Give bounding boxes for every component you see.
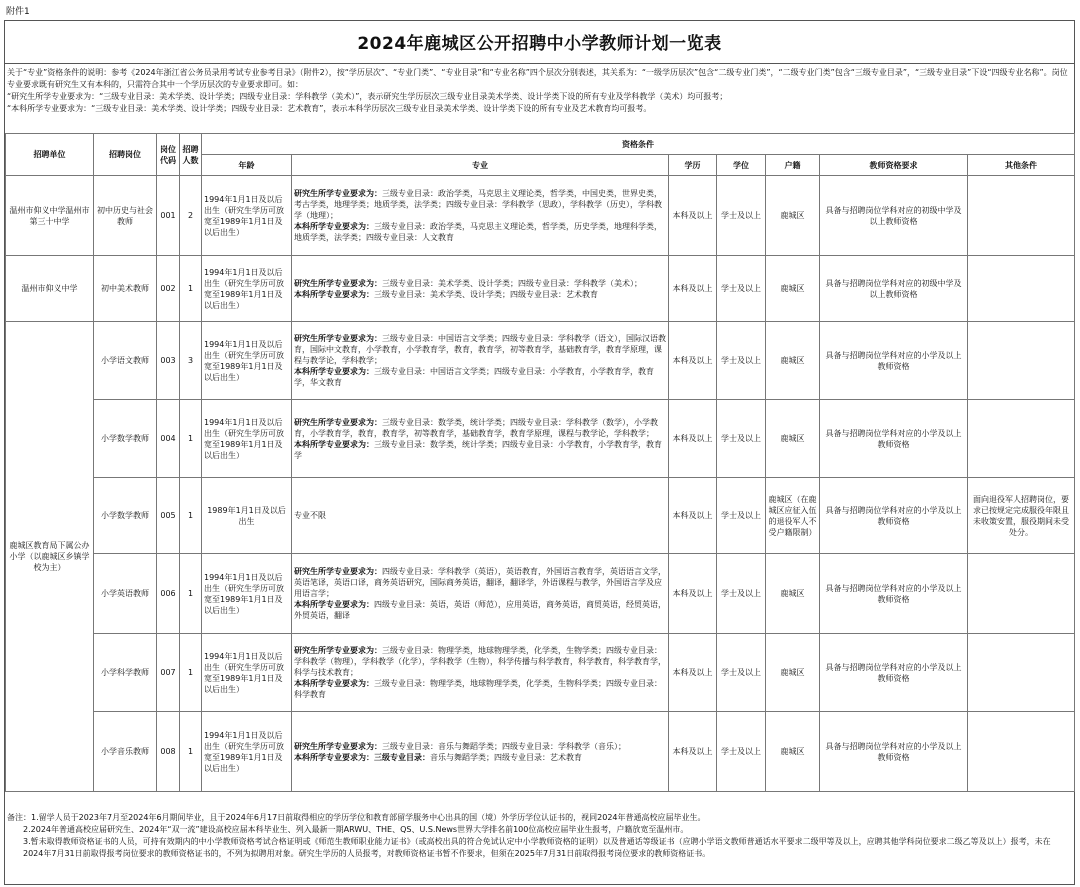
grad-label: 研究生所学专业要求为： bbox=[294, 334, 382, 343]
grad-major: 三级专业目录：中国语言文学类；四级专业目录：学科教学（语文），国际汉语教育，国际中文教育，小学教育，小学教育学，教育，教育学，初等教育学，基础教育学，教育学原理，课程与教学论，学科教学； bbox=[294, 334, 666, 365]
cell-hukou: 鹿城区 bbox=[766, 634, 820, 712]
under-label: 本科所学专业要求为： bbox=[294, 367, 374, 376]
under-major: 三级专业目录：数学类，统计学类；四级专业目录：小学教育，小学教育学，教育学 bbox=[294, 439, 662, 460]
cell-post: 初中美术教师 bbox=[94, 256, 157, 322]
page-title: 2024年鹿城区公开招聘中小学教师计划一览表 bbox=[357, 34, 722, 54]
document-frame bbox=[4, 20, 1075, 885]
footnote: 备注：1.留学人员于2023年7月至2024年6月期间毕业，且于2024年6月17日前取得相应的学历学位和教育部留学服务中心出具的国（境）外学历学位认证书的，视同2024年普通高校应届毕业生。 bbox=[7, 813, 706, 822]
cell-teacher-cert: 具备与招聘岗位学科对应的小学及以上教师资格 bbox=[820, 712, 968, 792]
cell-degree: 学士及以上 bbox=[717, 478, 766, 554]
cell-age: 1989年1月1日及以后出生 bbox=[202, 478, 292, 554]
cell-degree: 学士及以上 bbox=[717, 712, 766, 792]
header-age: 年龄 bbox=[202, 155, 292, 176]
cell-hukou: 鹿城区 bbox=[766, 554, 820, 634]
cell-education: 本科及以上 bbox=[669, 554, 717, 634]
cell-teacher-cert: 具备与招聘岗位学科对应的小学及以上教师资格 bbox=[820, 322, 968, 400]
table-row bbox=[6, 554, 1075, 634]
grad-label: 研究生所学专业要求为： bbox=[294, 278, 382, 288]
cell-code: 004 bbox=[157, 400, 180, 478]
under-label: 本科所学专业要求为： bbox=[294, 289, 374, 299]
header-code: 岗位代码 bbox=[157, 134, 180, 176]
cell-code: 008 bbox=[157, 712, 180, 792]
under-label-extra: 三级专业目录： bbox=[374, 752, 430, 762]
cell-count: 1 bbox=[180, 400, 202, 478]
cell-teacher-cert: 具备与招聘岗位学科对应的小学及以上教师资格 bbox=[820, 400, 968, 478]
cell-code: 007 bbox=[157, 634, 180, 712]
under-major: 音乐与舞蹈学类；四级专业目录：艺术教育 bbox=[430, 752, 582, 762]
cell-major bbox=[292, 400, 669, 478]
cell-degree: 学士及以上 bbox=[717, 400, 766, 478]
grad-label: 研究生所学专业要求为： bbox=[294, 567, 382, 576]
cell-degree: 学士及以上 bbox=[717, 554, 766, 634]
grad-label: 研究生所学专业要求为： bbox=[294, 189, 382, 198]
cell-major bbox=[292, 176, 669, 256]
cell-hukou: 鹿城区 bbox=[766, 176, 820, 256]
cell-other bbox=[968, 322, 1075, 400]
header-teacher-cert: 教师资格要求 bbox=[820, 155, 968, 176]
grad-label: 研究生所学专业要求为： bbox=[294, 741, 382, 751]
cell-other bbox=[968, 400, 1075, 478]
cell-age: 1994年1月1日及以后出生（研究生学历可放宽至1989年1月1日及以后出生） bbox=[202, 712, 292, 792]
cell-code: 006 bbox=[157, 554, 180, 634]
under-label: 本科所学专业要求为： bbox=[294, 439, 374, 449]
grad-major: 三级专业目录：物理学类，地球物理学类，化学类，生物学类；四级专业目录：学科教学（物理），学科教学（化学），学科教学（生物），科学传播与科学教育，科学教育，科学教育学，科学与技术教育； bbox=[294, 646, 666, 677]
cell-post: 小学英语教师 bbox=[94, 554, 157, 634]
cell-other bbox=[968, 634, 1075, 712]
cell-age: 1994年1月1日及以后出生（研究生学历可放宽至1989年1月1日及以后出生） bbox=[202, 554, 292, 634]
cell-education: 本科及以上 bbox=[669, 634, 717, 712]
cell-unit: 温州市仰义中学 bbox=[6, 256, 94, 322]
under-major: 三级专业目录：中国语言文学类；四级专业目录：小学教育，小学教育学，教育学，华文教育 bbox=[294, 367, 654, 387]
cell-post: 小学数学教师 bbox=[94, 478, 157, 554]
header-qualifications: 资格条件 bbox=[202, 134, 1075, 155]
grad-label: 研究生所学专业要求为： bbox=[294, 417, 382, 427]
cell-other bbox=[968, 176, 1075, 256]
grad-major: 三级专业目录：美术学类、设计学类；四级专业目录：学科教学（美术）； bbox=[382, 278, 642, 288]
table-row bbox=[6, 176, 1075, 256]
attachment-label: 附件1 bbox=[6, 7, 30, 17]
grad-major: 三级专业目录：数学类，统计学类；四级专业目录：学科教学（数学），小学教育，小学教育学，教育，教育学，初等教育学，基础教育学，教育学原理，课程与教学论，学科教学； bbox=[294, 417, 658, 438]
header-education: 学历 bbox=[669, 155, 717, 176]
under-major: 三级专业目录：美术学类、设计学类；四级专业目录：艺术教育 bbox=[374, 289, 598, 299]
cell-hukou: 鹿城区 bbox=[766, 400, 820, 478]
under-label: 本科所学专业要求为： bbox=[294, 222, 374, 231]
cell-education: 本科及以上 bbox=[669, 322, 717, 400]
header-major: 专业 bbox=[292, 155, 669, 176]
cell-age: 1994年1月1日及以后出生（研究生学历可放宽至1989年1月1日及以后出生） bbox=[202, 634, 292, 712]
under-major: 四级专业目录：英语，英语（师范），应用英语，商务英语，商贸英语，经贸英语，外贸英语，翻译 bbox=[294, 600, 666, 620]
header-other: 其他条件 bbox=[968, 155, 1075, 176]
cell-degree: 学士及以上 bbox=[717, 176, 766, 256]
cell-teacher-cert: 具备与招聘岗位学科对应的初级中学及以上教师资格 bbox=[820, 176, 968, 256]
under-label: 本科所学专业要求为： bbox=[294, 600, 374, 609]
cell-education: 本科及以上 bbox=[669, 256, 717, 322]
intro-line: “研究生所学专业要求为：“三级专业目录：美术学类、设计学类；四级专业目录：学科教学（美术）”，表示研究生学历层次三级专业目录美术学类、设计学类下设的所有专业及学科教学（美术）均可报考； bbox=[7, 92, 728, 101]
grad-major: 四级专业目录：学科教学（英语），英语教育，外国语言教育学，英语语言文学，英语笔译，英语口译，商务英语研究，国际商务英语，翻译，翻译学，外语课程与教学，外国语言学及应用语言学； bbox=[294, 567, 666, 598]
cell-unit-group: 鹿城区教育局下属公办小学（以鹿城区乡镇学校为主） bbox=[6, 322, 94, 792]
cell-education: 本科及以上 bbox=[669, 400, 717, 478]
under-major: 三级专业目录：政治学类，马克思主义理论类，哲学类，历史学类，地理科学类，地质学类，法学类；四级专业目录：人文教育 bbox=[294, 222, 662, 242]
cell-code: 002 bbox=[157, 256, 180, 322]
cell-major bbox=[292, 256, 669, 322]
cell-count: 1 bbox=[180, 554, 202, 634]
cell-count: 1 bbox=[180, 256, 202, 322]
grad-major: 三级专业目录：音乐与舞蹈学类；四级专业目录：学科教学（音乐）； bbox=[382, 741, 626, 751]
cell-teacher-cert: 具备与招聘岗位学科对应的小学及以上教师资格 bbox=[820, 634, 968, 712]
header-unit: 招聘单位 bbox=[6, 134, 94, 176]
header-degree: 学位 bbox=[717, 155, 766, 176]
cell-post: 小学科学教师 bbox=[94, 634, 157, 712]
header-post: 招聘岗位 bbox=[94, 134, 157, 176]
cell-unit: 温州市仰义中学温州市第三十中学 bbox=[6, 176, 94, 256]
under-label: 本科所学专业要求为： bbox=[294, 679, 374, 688]
footnote: 3.暂未取得教师资格证书的人员，可持有效期内的中小学教师资格考试合格证明或《师范生教师职业能力证书》（或高校出具的符合免试认定中小学教师资格的证明）以及普通话等级证书（应聘小学语文教师普通话水平要求二级甲等及以上，应聘其他学科岗位要求二级乙等及以上）报考，未在2024年7月31日前取得报考岗位要求的教师资格证书的，不列为拟聘用对象。研究生学历的人员报考，对教师资格证书暂不作要求，但须在2025年7月31日前取得报考岗位要求的教师资格证书。 bbox=[23, 837, 1051, 858]
cell-count: 1 bbox=[180, 712, 202, 792]
cell-code: 001 bbox=[157, 176, 180, 256]
table-row bbox=[6, 256, 1075, 322]
cell-count: 1 bbox=[180, 478, 202, 554]
footnotes bbox=[7, 812, 1069, 860]
cell-other bbox=[968, 256, 1075, 322]
table-row bbox=[6, 712, 1075, 792]
cell-major: 专业不限 bbox=[292, 478, 669, 554]
cell-count: 2 bbox=[180, 176, 202, 256]
cell-post: 小学语文教师 bbox=[94, 322, 157, 400]
cell-teacher-cert: 具备与招聘岗位学科对应的小学及以上教师资格 bbox=[820, 554, 968, 634]
cell-hukou: 鹿城区 bbox=[766, 712, 820, 792]
cell-major bbox=[292, 554, 669, 634]
grad-label: 研究生所学专业要求为： bbox=[294, 646, 382, 655]
cell-other bbox=[968, 712, 1075, 792]
cell-hukou: 鹿城区 bbox=[766, 256, 820, 322]
cell-post: 小学数学教师 bbox=[94, 400, 157, 478]
table-row bbox=[6, 400, 1075, 478]
cell-degree: 学士及以上 bbox=[717, 322, 766, 400]
recruitment-table bbox=[5, 133, 1075, 792]
table-row bbox=[6, 322, 1075, 400]
cell-age: 1994年1月1日及以后出生（研究生学历可放宽至1989年1月1日及以后出生） bbox=[202, 176, 292, 256]
cell-major bbox=[292, 634, 669, 712]
footnote: 2.2024年普通高校应届研究生、2024年“双一流”建设高校应届本科毕业生、列入最新一期ARWU、THE、QS、U.S.News世界大学排名前100位高校应届毕业生报考，户籍放宽至温州市。 bbox=[23, 825, 689, 834]
title-divider bbox=[5, 63, 1074, 64]
cell-post: 初中历史与社会教师 bbox=[94, 176, 157, 256]
cell-other: 面向退役军人招聘岗位，要求已按规定完成服役年限且未收策安置，服役期间未受处分。 bbox=[968, 478, 1075, 554]
intro-line: “本科所学专业要求为：“三级专业目录：美术学类、设计学类；四级专业目录：艺术教育”，表示本科学历层次三级专业目录美术学类、设计学类下设的所有专业及艺术教育均可报考。 bbox=[7, 104, 652, 113]
cell-hukou: 鹿城区 bbox=[766, 322, 820, 400]
cell-age: 1994年1月1日及以后出生（研究生学历可放宽至1989年1月1日及以后出生） bbox=[202, 256, 292, 322]
cell-code: 005 bbox=[157, 478, 180, 554]
table-row bbox=[6, 478, 1075, 554]
intro-line: 关于“专业”资格条件的说明：参考《2024年浙江省公务员录用考试专业参考目录》（附件2），按“学历层次”、“专业门类”、“专业目录”和“专业名称”四个层次分别表述，其关系为：“一级学历层次”包含“二级专业门类”，“二级专业门类”包含“三级专业目录”，“三级专业目录”下设“四级专业名称”。岗位专业要求既有研究生又有本科的，只需符合其中一个学历层次的专业要求即可。如： bbox=[7, 68, 1068, 89]
cell-education: 本科及以上 bbox=[669, 176, 717, 256]
cell-age: 1994年1月1日及以后出生（研究生学历可放宽至1989年1月1日及以后出生） bbox=[202, 322, 292, 400]
cell-education: 本科及以上 bbox=[669, 478, 717, 554]
cell-teacher-cert: 具备与招聘岗位学科对应的小学及以上教师资格 bbox=[820, 478, 968, 554]
header-hukou: 户籍 bbox=[766, 155, 820, 176]
cell-education: 本科及以上 bbox=[669, 712, 717, 792]
cell-major bbox=[292, 322, 669, 400]
cell-count: 3 bbox=[180, 322, 202, 400]
cell-count: 1 bbox=[180, 634, 202, 712]
grad-major: 三级专业目录：政治学类，马克思主义理论类，哲学类，中国史类，世界史类，考古学类，地理学类；地质学类，法学类；四级专业目录：学科教学（思政），学科教学（历史），学科教学（地理）； bbox=[294, 189, 662, 220]
cell-other bbox=[968, 554, 1075, 634]
under-major: 三级专业目录：物理学类，地球物理学类，化学类，生物科学类；四级专业目录：科学教育 bbox=[294, 679, 662, 699]
header-row-1 bbox=[6, 134, 1075, 155]
header-count: 招聘人数 bbox=[180, 134, 202, 176]
cell-major bbox=[292, 712, 669, 792]
table-row bbox=[6, 634, 1075, 712]
cell-code: 003 bbox=[157, 322, 180, 400]
cell-teacher-cert: 具备与招聘岗位学科对应的初级中学及以上教师资格 bbox=[820, 256, 968, 322]
cell-degree: 学士及以上 bbox=[717, 634, 766, 712]
cell-age: 1994年1月1日及以后出生（研究生学历可放宽至1989年1月1日及以后出生） bbox=[202, 400, 292, 478]
cell-hukou: 鹿城区（在鹿城区应征入伍的退役军人不受户籍限制） bbox=[766, 478, 820, 554]
intro-notes bbox=[7, 67, 1069, 115]
cell-degree: 学士及以上 bbox=[717, 256, 766, 322]
under-label: 本科所学专业要求为： bbox=[294, 752, 374, 762]
cell-post: 小学音乐教师 bbox=[94, 712, 157, 792]
